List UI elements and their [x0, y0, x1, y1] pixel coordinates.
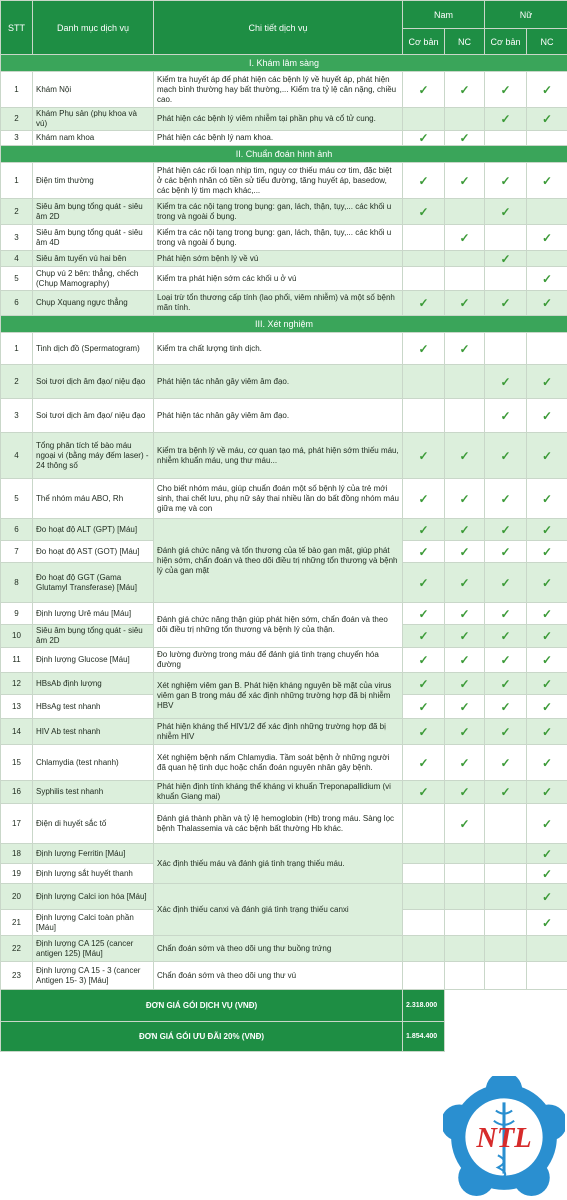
table-row	[1, 251, 567, 267]
male-basic-check	[403, 267, 445, 291]
service-name: Siêu âm bụng tổng quát - siêu âm 2D	[33, 199, 154, 225]
section-title: II. Chuẩn đoán hình ảnh	[1, 146, 567, 163]
service-name: Định lượng Urê máu [Máu]	[33, 603, 154, 625]
female-advanced-checkmark-icon: ✓	[527, 541, 567, 563]
table-row	[1, 365, 567, 399]
header-female-advanced: NC	[527, 29, 567, 55]
male-advanced-check	[445, 884, 485, 910]
service-name: Định lượng Glucose [Máu]	[33, 648, 154, 673]
service-detail: Phát hiện định tính kháng thể kháng vi khuẩn Treponapallidium (vi khuẩn Giang mai)	[154, 781, 403, 804]
service-detail: Xác định thiếu máu và đánh giá tình trạng thiếu máu.	[154, 844, 403, 884]
row-number: 18	[1, 844, 33, 864]
logo-space	[445, 1022, 567, 1052]
service-name: Syphilis test nhanh	[33, 781, 154, 804]
female-basic-check	[485, 864, 527, 884]
male-basic-check	[403, 910, 445, 936]
service-name: Khám Phụ sản (phụ khoa và vú)	[33, 108, 154, 131]
service-detail: Xét nghiệm bệnh nấm Chlamydia. Tầm soát bệnh ở những người đã quan hệ tình dục hoặc chẩn đoán nguyên nhân gây bệnh.	[154, 745, 403, 781]
male-advanced-check	[445, 844, 485, 864]
service-name: Chụp vú 2 bên: thẳng, chếch (Chụp Mamography)	[33, 267, 154, 291]
row-number: 11	[1, 648, 33, 673]
table-row	[1, 291, 567, 316]
male-advanced-checkmark-icon: ✓	[445, 603, 485, 625]
service-name: Định lượng CA 15 - 3 (cancer Antigen 15- 3) [Máu]	[33, 962, 154, 990]
service-detail: Phát hiện các bệnh lý viêm nhiễm tại phần phụ và cổ tử cung.	[154, 108, 403, 131]
table-row	[1, 884, 567, 910]
row-number: 13	[1, 695, 33, 719]
table-row	[1, 603, 567, 625]
male-advanced-checkmark-icon: ✓	[445, 541, 485, 563]
service-name: Chụp Xquang ngực thẳng	[33, 291, 154, 316]
table-row	[1, 519, 567, 541]
row-number: 2	[1, 108, 33, 131]
female-advanced-check	[527, 936, 567, 962]
service-name: Đo hoạt độ GGT (Gama Glutamyl Transferase) [Máu]	[33, 563, 154, 603]
female-advanced-checkmark-icon: ✓	[527, 563, 567, 603]
service-name: Thể nhóm máu ABO, Rh	[33, 479, 154, 519]
table-row	[1, 745, 567, 781]
table-row	[1, 844, 567, 864]
female-advanced-checkmark-icon: ✓	[527, 864, 567, 884]
row-number: 12	[1, 673, 33, 695]
service-name: Siêu âm bụng tổng quát - siêu âm 4D	[33, 225, 154, 251]
male-basic-check	[403, 251, 445, 267]
male-advanced-check	[445, 251, 485, 267]
female-advanced-check	[527, 962, 567, 990]
female-basic-checkmark-icon: ✓	[485, 291, 527, 316]
male-advanced-check	[445, 936, 485, 962]
female-advanced-checkmark-icon: ✓	[527, 72, 567, 108]
table-header	[1, 1, 567, 55]
male-basic-checkmark-icon: ✓	[403, 673, 445, 695]
service-detail: Phát hiện kháng thể HIV1/2 để xác định những trường hợp đã bị nhiễm HIV	[154, 719, 403, 745]
table-row	[1, 781, 567, 804]
service-detail: Phát hiện tác nhân gây viêm âm đạo.	[154, 365, 403, 399]
male-basic-checkmark-icon: ✓	[403, 333, 445, 365]
male-advanced-checkmark-icon: ✓	[445, 695, 485, 719]
row-number: 3	[1, 225, 33, 251]
female-basic-checkmark-icon: ✓	[485, 541, 527, 563]
female-advanced-checkmark-icon: ✓	[527, 399, 567, 433]
male-advanced-check	[445, 962, 485, 990]
female-advanced-checkmark-icon: ✓	[527, 804, 567, 844]
male-basic-check	[403, 844, 445, 864]
female-advanced-check	[527, 251, 567, 267]
male-basic-check	[403, 365, 445, 399]
table-row	[1, 936, 567, 962]
row-number: 4	[1, 251, 33, 267]
male-advanced-checkmark-icon: ✓	[445, 648, 485, 673]
row-number: 3	[1, 399, 33, 433]
service-detail: Kiểm tra các nội tạng trong bụng: gan, lách, thận, tụy,... các khối u trong và ngoài ổ bụng.	[154, 199, 403, 225]
header-stt: STT	[1, 1, 33, 55]
section-row	[1, 55, 567, 72]
male-basic-check	[403, 225, 445, 251]
service-name: Định lượng Ferritin [Máu]	[33, 844, 154, 864]
total-row	[1, 990, 567, 1022]
male-basic-checkmark-icon: ✓	[403, 603, 445, 625]
table-row	[1, 163, 567, 199]
female-advanced-checkmark-icon: ✓	[527, 625, 567, 648]
male-advanced-checkmark-icon: ✓	[445, 719, 485, 745]
male-advanced-checkmark-icon: ✓	[445, 131, 485, 146]
male-basic-check	[403, 884, 445, 910]
service-name: Định lượng Calci ion hóa [Máu]	[33, 884, 154, 910]
service-name: Chlamydia (test nhanh)	[33, 745, 154, 781]
ntl-logo	[443, 1076, 565, 1198]
service-name: Siêu âm tuyến vú hai bên	[33, 251, 154, 267]
header-category: Danh mục dịch vụ	[33, 1, 154, 55]
table-row	[1, 131, 567, 146]
service-detail: Phát hiện các rối loạn nhịp tim, nguy cơ thiếu máu cơ tim, đặc biệt ở các bệnh nhân có tiền sử tiểu đường, tăng huyết áp, basedow, các bệnh lý tim mạch khác,...	[154, 163, 403, 199]
male-basic-checkmark-icon: ✓	[403, 433, 445, 479]
female-advanced-checkmark-icon: ✓	[527, 519, 567, 541]
service-detail: Đo lường đường trong máu để đánh giá tình trạng chuyển hóa đường	[154, 648, 403, 673]
section-title: I. Khám lâm sàng	[1, 55, 567, 72]
service-detail: Phát hiện sớm bệnh lý về vú	[154, 251, 403, 267]
row-number: 3	[1, 131, 33, 146]
male-basic-checkmark-icon: ✓	[403, 625, 445, 648]
service-name: Siêu âm bụng tổng quát - siêu âm 2D	[33, 625, 154, 648]
male-basic-checkmark-icon: ✓	[403, 519, 445, 541]
male-basic-checkmark-icon: ✓	[403, 695, 445, 719]
row-number: 20	[1, 884, 33, 910]
male-advanced-checkmark-icon: ✓	[445, 433, 485, 479]
row-number: 14	[1, 719, 33, 745]
male-basic-check	[403, 399, 445, 433]
logo-space	[445, 990, 567, 1022]
row-number: 2	[1, 365, 33, 399]
female-advanced-checkmark-icon: ✓	[527, 884, 567, 910]
table-row	[1, 72, 567, 108]
section-row	[1, 316, 567, 333]
male-advanced-checkmark-icon: ✓	[445, 72, 485, 108]
row-number: 19	[1, 864, 33, 884]
row-number: 15	[1, 745, 33, 781]
table-row	[1, 225, 567, 251]
female-basic-checkmark-icon: ✓	[485, 251, 527, 267]
female-basic-check	[485, 131, 527, 146]
row-number: 7	[1, 541, 33, 563]
header-female: Nữ	[485, 1, 567, 29]
service-detail: Kiểm tra huyết áp để phát hiện các bệnh lý về huyết áp, phát hiện mạch bình thường hay bất thường,... Kiểm tra tỷ lệ cân nặng, chiều cao.	[154, 72, 403, 108]
male-advanced-checkmark-icon: ✓	[445, 333, 485, 365]
total-price: 1.854.400	[403, 1022, 445, 1052]
female-basic-check	[485, 962, 527, 990]
table-row	[1, 108, 567, 131]
male-advanced-checkmark-icon: ✓	[445, 781, 485, 804]
male-advanced-checkmark-icon: ✓	[445, 519, 485, 541]
female-basic-checkmark-icon: ✓	[485, 108, 527, 131]
table-row	[1, 962, 567, 990]
male-advanced-checkmark-icon: ✓	[445, 291, 485, 316]
service-name: Soi tươi dịch âm đạo/ niệu đạo	[33, 365, 154, 399]
row-number: 5	[1, 267, 33, 291]
table-row	[1, 719, 567, 745]
row-number: 21	[1, 910, 33, 936]
female-basic-check	[485, 910, 527, 936]
service-detail: Đánh giá chức năng thận giúp phát hiện sớm, chẩn đoán và theo dõi điều trị những tổn thương và bệnh lý của thận.	[154, 603, 403, 648]
female-basic-check	[485, 333, 527, 365]
female-basic-checkmark-icon: ✓	[485, 781, 527, 804]
male-basic-checkmark-icon: ✓	[403, 131, 445, 146]
male-advanced-checkmark-icon: ✓	[445, 673, 485, 695]
female-advanced-checkmark-icon: ✓	[527, 365, 567, 399]
female-advanced-checkmark-icon: ✓	[527, 225, 567, 251]
total-row	[1, 1022, 567, 1052]
female-advanced-checkmark-icon: ✓	[527, 108, 567, 131]
female-basic-checkmark-icon: ✓	[485, 719, 527, 745]
male-basic-checkmark-icon: ✓	[403, 163, 445, 199]
male-advanced-check	[445, 199, 485, 225]
service-detail: Kiểm tra bệnh lý về máu, cơ quan tạo má, phát hiện sớm thiếu máu, nhiễm khuẩn máu, ung thư máu...	[154, 433, 403, 479]
male-advanced-checkmark-icon: ✓	[445, 479, 485, 519]
service-detail: Đánh giá thành phần và tỷ lệ hemoglobin (Hb) trong máu. Sàng lọc bệnh Thalassemia và các bệnh bất thường Hb khác.	[154, 804, 403, 844]
female-advanced-checkmark-icon: ✓	[527, 695, 567, 719]
female-advanced-check	[527, 131, 567, 146]
service-detail: Xác định thiếu canxi và đánh giá tình trạng thiếu canxi	[154, 884, 403, 936]
female-basic-checkmark-icon: ✓	[485, 365, 527, 399]
service-name: HIV Ab test nhanh	[33, 719, 154, 745]
table-row	[1, 199, 567, 225]
male-basic-check	[403, 108, 445, 131]
service-name: Điện tim thường	[33, 163, 154, 199]
male-advanced-checkmark-icon: ✓	[445, 563, 485, 603]
header-male-basic: Cơ bản	[403, 29, 445, 55]
male-basic-checkmark-icon: ✓	[403, 648, 445, 673]
service-name: HBsAb định lượng	[33, 673, 154, 695]
female-advanced-checkmark-icon: ✓	[527, 648, 567, 673]
male-advanced-check	[445, 399, 485, 433]
row-number: 23	[1, 962, 33, 990]
male-basic-checkmark-icon: ✓	[403, 541, 445, 563]
row-number: 6	[1, 291, 33, 316]
table-row	[1, 804, 567, 844]
female-basic-check	[485, 804, 527, 844]
male-advanced-checkmark-icon: ✓	[445, 625, 485, 648]
total-label: ĐƠN GIÁ GÓI DỊCH VỤ (VNĐ)	[1, 990, 403, 1022]
female-basic-checkmark-icon: ✓	[485, 519, 527, 541]
male-basic-check	[403, 962, 445, 990]
logo-text: NTL	[476, 1123, 532, 1155]
row-number: 1	[1, 72, 33, 108]
section-row	[1, 146, 567, 163]
header-detail: Chi tiết dịch vụ	[154, 1, 403, 55]
row-number: 17	[1, 804, 33, 844]
female-advanced-checkmark-icon: ✓	[527, 163, 567, 199]
female-advanced-checkmark-icon: ✓	[527, 719, 567, 745]
service-name: Đo hoạt độ ALT (GPT) [Máu]	[33, 519, 154, 541]
service-detail: Chẩn đoán sớm và theo dõi ung thư vú	[154, 962, 403, 990]
section-title: III. Xét nghiệm	[1, 316, 567, 333]
row-number: 8	[1, 563, 33, 603]
male-advanced-checkmark-icon: ✓	[445, 745, 485, 781]
table-row	[1, 479, 567, 519]
female-basic-checkmark-icon: ✓	[485, 399, 527, 433]
total-label: ĐƠN GIÁ GÓI ƯU ĐÃI 20% (VNĐ)	[1, 1022, 403, 1052]
row-number: 16	[1, 781, 33, 804]
row-number: 2	[1, 199, 33, 225]
female-basic-checkmark-icon: ✓	[485, 648, 527, 673]
service-detail: Phát hiện tác nhân gây viêm âm đạo.	[154, 399, 403, 433]
female-basic-checkmark-icon: ✓	[485, 603, 527, 625]
female-advanced-checkmark-icon: ✓	[527, 745, 567, 781]
male-advanced-check	[445, 864, 485, 884]
row-number: 22	[1, 936, 33, 962]
row-number: 4	[1, 433, 33, 479]
header-male: Nam	[403, 1, 485, 29]
female-advanced-checkmark-icon: ✓	[527, 910, 567, 936]
male-advanced-checkmark-icon: ✓	[445, 804, 485, 844]
service-detail: Cho biết nhóm máu, giúp chuẩn đoán một số bệnh lý của trẻ mới sinh, thai chết lưu, phụ nữ sảy thai nhiều lần do bất đồng nhóm máu giữa mẹ và con	[154, 479, 403, 519]
female-advanced-checkmark-icon: ✓	[527, 479, 567, 519]
male-advanced-check	[445, 365, 485, 399]
service-detail: Kiểm tra các nội tạng trong bụng: gan, lách, thận, tụy,... các khối u trong và ngoài ổ bụng.	[154, 225, 403, 251]
table-row	[1, 673, 567, 695]
row-number: 1	[1, 163, 33, 199]
table-row	[1, 433, 567, 479]
male-basic-checkmark-icon: ✓	[403, 745, 445, 781]
female-basic-check	[485, 844, 527, 864]
female-basic-check	[485, 884, 527, 910]
female-advanced-checkmark-icon: ✓	[527, 291, 567, 316]
service-detail: Loại trừ tổn thương cấp tính (lao phổi, viêm nhiễm) và một số bệnh mãn tính.	[154, 291, 403, 316]
female-basic-check	[485, 225, 527, 251]
male-basic-checkmark-icon: ✓	[403, 781, 445, 804]
female-basic-checkmark-icon: ✓	[485, 433, 527, 479]
male-advanced-checkmark-icon: ✓	[445, 225, 485, 251]
service-name: Tinh dịch đồ (Spermatogram)	[33, 333, 154, 365]
row-number: 1	[1, 333, 33, 365]
male-basic-checkmark-icon: ✓	[403, 719, 445, 745]
male-basic-checkmark-icon: ✓	[403, 479, 445, 519]
female-advanced-checkmark-icon: ✓	[527, 844, 567, 864]
table-row	[1, 399, 567, 433]
service-detail: Phát hiện các bệnh lý nam khoa.	[154, 131, 403, 146]
service-name: Định lượng Calci toàn phần [Máu]	[33, 910, 154, 936]
service-name: Soi tươi dịch âm đạo/ niệu đạo	[33, 399, 154, 433]
female-basic-checkmark-icon: ✓	[485, 199, 527, 225]
total-price: 2.318.000	[403, 990, 445, 1022]
female-advanced-checkmark-icon: ✓	[527, 603, 567, 625]
female-basic-checkmark-icon: ✓	[485, 673, 527, 695]
male-advanced-check	[445, 267, 485, 291]
service-detail: Kiểm tra chất lượng tinh dịch.	[154, 333, 403, 365]
service-detail: Chẩn đoán sớm và theo dõi ung thư buồng trứng	[154, 936, 403, 962]
service-detail: Đánh giá chức năng và tổn thương của tế bào gan mật, giúp phát hiện sớm, chẩn đoán và theo dõi điều trị những tổn thương và bệnh lý của gan mật	[154, 519, 403, 603]
table-row	[1, 267, 567, 291]
female-basic-checkmark-icon: ✓	[485, 163, 527, 199]
female-basic-check	[485, 267, 527, 291]
female-advanced-checkmark-icon: ✓	[527, 781, 567, 804]
male-basic-checkmark-icon: ✓	[403, 72, 445, 108]
service-name: Định lượng CA 125 (cancer antigen 125) [Máu]	[33, 936, 154, 962]
female-basic-checkmark-icon: ✓	[485, 745, 527, 781]
male-basic-checkmark-icon: ✓	[403, 563, 445, 603]
row-number: 10	[1, 625, 33, 648]
male-advanced-check	[445, 910, 485, 936]
male-basic-check	[403, 804, 445, 844]
table-row	[1, 648, 567, 673]
male-basic-checkmark-icon: ✓	[403, 199, 445, 225]
row-number: 5	[1, 479, 33, 519]
service-detail: Kiểm tra phát hiện sớm các khối u ở vú	[154, 267, 403, 291]
female-advanced-check	[527, 333, 567, 365]
table-row	[1, 333, 567, 365]
male-advanced-checkmark-icon: ✓	[445, 163, 485, 199]
service-name: Đo hoạt độ AST (GOT) [Máu]	[33, 541, 154, 563]
service-name: Định lượng sắt huyết thanh	[33, 864, 154, 884]
row-number: 6	[1, 519, 33, 541]
service-name: Khám Nội	[33, 72, 154, 108]
female-advanced-checkmark-icon: ✓	[527, 673, 567, 695]
female-basic-checkmark-icon: ✓	[485, 72, 527, 108]
male-basic-checkmark-icon: ✓	[403, 291, 445, 316]
female-advanced-checkmark-icon: ✓	[527, 433, 567, 479]
female-basic-checkmark-icon: ✓	[485, 563, 527, 603]
male-basic-check	[403, 864, 445, 884]
female-basic-checkmark-icon: ✓	[485, 695, 527, 719]
header-female-basic: Cơ bản	[485, 29, 527, 55]
female-advanced-check	[527, 199, 567, 225]
service-name: Khám nam khoa	[33, 131, 154, 146]
service-name: HBsAg test nhanh	[33, 695, 154, 719]
female-advanced-checkmark-icon: ✓	[527, 267, 567, 291]
female-basic-checkmark-icon: ✓	[485, 625, 527, 648]
male-advanced-check	[445, 108, 485, 131]
service-detail: Xét nghiệm viêm gan B. Phát hiện kháng nguyên bề mặt của virus viêm gan B trong máu để xác định những trường hợp đã bị nhiễm HBV	[154, 673, 403, 719]
table-body	[1, 55, 567, 1052]
service-name: Điện di huyết sắc tố	[33, 804, 154, 844]
female-basic-checkmark-icon: ✓	[485, 479, 527, 519]
male-basic-check	[403, 936, 445, 962]
row-number: 9	[1, 603, 33, 625]
service-name: Tổng phân tích tế bào máu ngoại vi (bằng máy đếm laser) - 24 thông số	[33, 433, 154, 479]
female-basic-check	[485, 936, 527, 962]
header-male-advanced: NC	[445, 29, 485, 55]
